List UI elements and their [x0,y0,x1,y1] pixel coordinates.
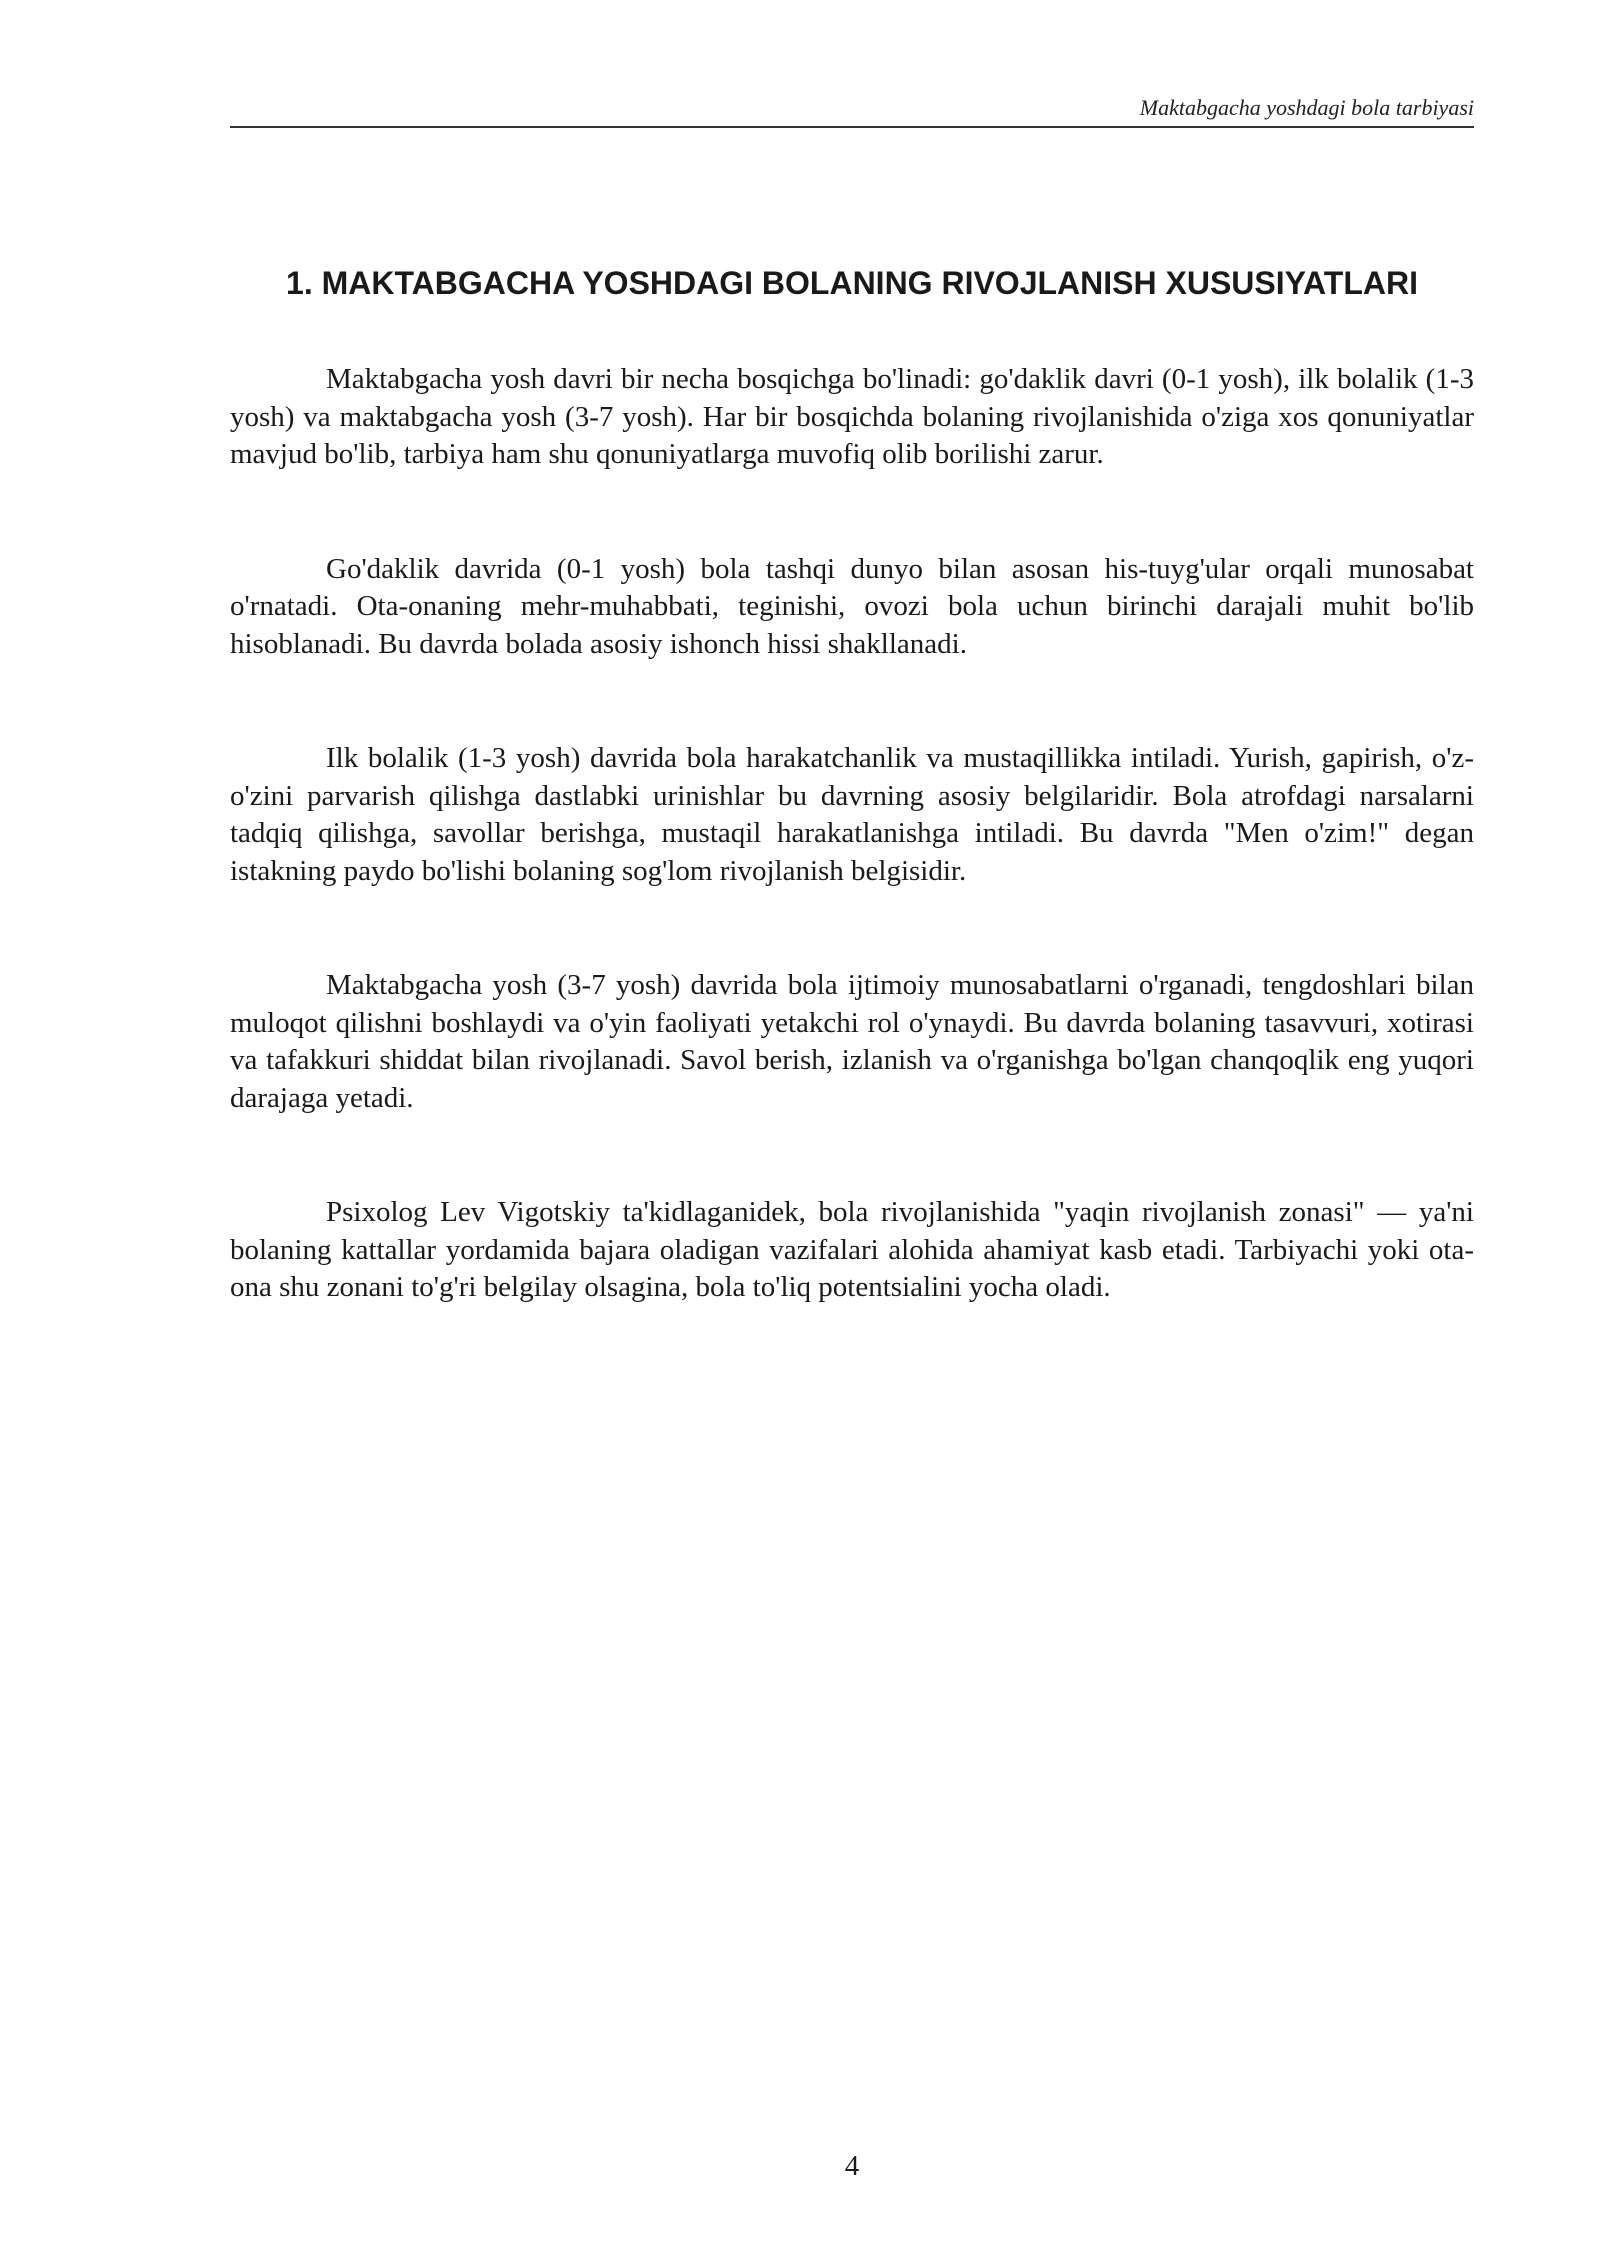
paragraph-infancy: Go'daklik davrida (0-1 yosh) bola tashqi dunyo bilan asosan his-tuyg'ular orqali munosabat o'rnatadi. Ota-onaning mehr-muhabbati, teginishi, ovozi bola uchun birinchi darajali muhit bo'lib hisoblanadi. Bu davrda bolada asosiy ishonch hissi shakllanadi. [230,552,1474,660]
body-text [230,361,1474,1307]
page-number: 4 [844,2150,860,2182]
paragraph-vygotsky: Psixolog Lev Vigotskiy ta'kidlaganidek, bola rivojlanishida "yaqin rivojlanish zonasi" — ya'ni bolaning kattallar yordamida bajara oladigan vazifalari alohida ahamiyat kasb etadi. Tarbiyachi yoki ota-ona shu zonani to'g'ri belgilay olsagina, bola to'liq potentsialini yocha oladi. [230,1196,1474,1303]
paragraph-age-stages: Maktabgacha yosh davri bir necha bosqichga bo'linadi: go'daklik davri (0-1 yosh), ilk bolalik (1-3 yosh) va maktabgacha yosh (3-7 yosh). Har bir bosqichda bolaning rivojlanishida o'ziga xos qonuniyatlar mavjud bo'lib, tarbiya ham shu qonuniyatlarga muvofiq olib borilishi zarur. [230,363,1474,470]
paragraph-early-childhood: Ilk bolalik (1-3 yosh) davrida bola harakatchanlik va mustaqillikka intiladi. Yurish, gapirish, o'z-o'zini parvarish qilishga dastlabki urinishlar bu davrning asosiy belgilaridir. Bola atrofdagi narsalarni tadqiq qilishga, savollar berishga, mustaqil harakatlanishga intiladi. Bu davrda "Men o'zim!" degan istakning paydo bo'lishi bolaning sog'lom rivojlanish belgisidir. [230,742,1474,887]
running-header: Maktabgacha yoshdagi bola tarbiyasi [1139,95,1474,120]
paragraph-preschool-age: Maktabgacha yosh (3-7 yosh) davrida bola ijtimoiy munosabatlarni o'rganadi, tengdoshlari bilan muloqot qilishni boshlaydi va o'yin faoliyati yetakchi rol o'ynaydi. Bu davrda bolaning tasavvuri, xotirasi va tafakkuri shiddat bilan rivojlanadi. Savol berish, izlanish va o'rganishga bo'lgan chanqoqlik eng yuqori darajaga yetadi. [230,969,1474,1114]
header-divider [230,126,1474,128]
chapter-title: 1. MAKTABGACHA YOSHDAGI BOLANING RIVOJLANISH XUSUSIYATLARI [286,265,1418,301]
